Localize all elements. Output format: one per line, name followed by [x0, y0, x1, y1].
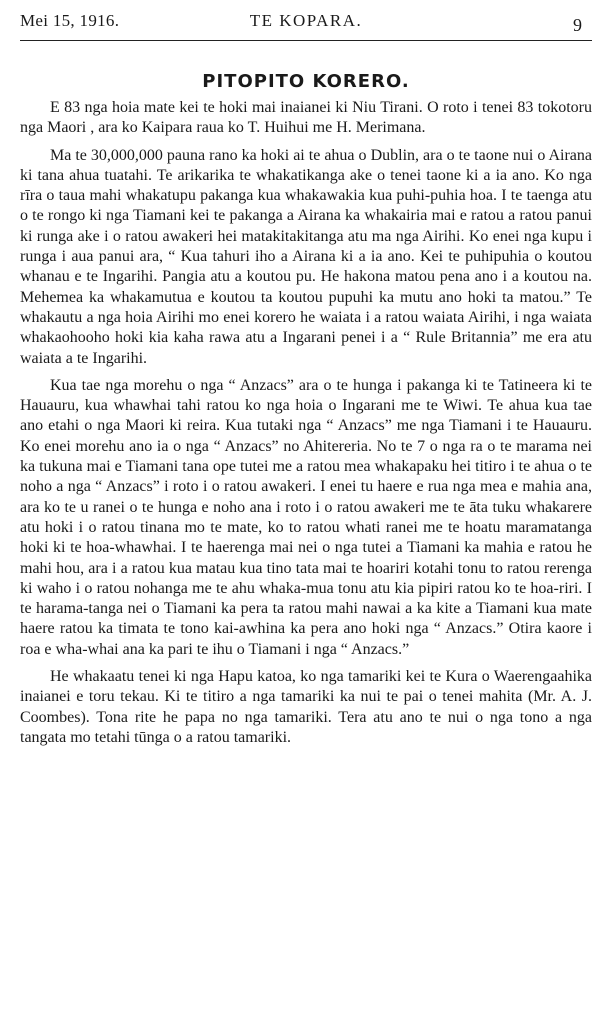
- article-paragraph: He whakaatu tenei ki nga Hapu katoa, ko nga tamariki kei te Kura o Waerengaahika inaianei e toru tekau. Ki te titiro a nga tamariki ka nui te pai o tenei mahita (Mr. A. J. Coombes). Tona rite he papa no nga tamariki. Tera atu ano te nui o nga tono a nga tangata mo tetahi tūnga o a ratou tamariki.: [20, 668, 592, 746]
- article-paragraph: E 83 nga hoia mate kei te hoki mai inaianei ki Niu Tirani. O roto i tenei 83 tokotoru nga Maori , ara ko Kaipara raua ko T. Huihui me H. Merimana.: [20, 99, 592, 137]
- article-headline: PITOPITO KORERO.: [202, 71, 410, 92]
- issue-date: Mei 15, 1916.: [20, 11, 120, 30]
- header-rule: [20, 40, 592, 41]
- running-header: [20, 8, 592, 34]
- article-paragraph: Kua tae nga morehu o nga “ Anzacs” ara o te hunga i pakanga ki te Tatineera ki te Hauauru, kua whawhai tahi ratou ko nga hoia o Ingarani me te Wiwi. Te ahua kua tae ano etahi o nga Maori ki reira. Kua tutaki nga “ Anzacs” me nga Tiamani i te Hauauru. Ko enei morehu ano ia o nga “ Anzacs” no Ahitereria. No te 7 o nga ra o te marama nei ka tukuna mai e Tiamani tana ope tutei me a ratou mea whakapaku hei titiro i te ahua o te noho a nga “ Anzacs” i roto i o ratou awakeri. I enei tu haere e rua nga mea e mahia ana, ara ko te u ranei o te hunga e noho ana i roto i o ratou awakeri me te āta tuku whakarere atu hoki i o ratou tinana mo te mate, ko to ratou whati ranei me te hoatu maramatanga hoki ki te hoa-whawhai. I te haerenga mai nei o nga tutei a Tiamani ka mahia e ratou he mahi hou, ara i a ratou kua matau kua tino tata mai te hoariri kotahi tonu to ratou rerenga ki waho i o ratou nohanga me te ahu whaka-mua tonu atu kia pipiri ratou ko te hoa-riri. I te harama-tanga nei o Tiamani ka pera ta ratou mahi nawai a ka kite a Tiamani kua mate haere ratou ka timata te tono kai-awhina ka pera ano hoki nga “ Anzacs.” Otira kaore i roa e wha-whai ana ka pari te ihu o Tiamani i nga “ Anzacs.”: [20, 376, 592, 658]
- page-number: 9: [573, 15, 582, 35]
- publication-title: TE KOPARA.: [249, 11, 363, 30]
- article-paragraph: Ma te 30,000,000 pauna rano ka hoki ai te ahua o Dublin, ara o te taone nui o Airana ki tana ahua tuatahi. Te arikarika te whakatikanga ake o tenei taone ki a ia ano. Ko nga rīra o taua mahi whakatupu pakanga kua whakawakia kua puhi-puhia hoa. I te taenga atu o te rongo ki nga Tiamani kei te pakanga a Airana ka whakairia mai e ratou a ratou panui ki runga ake i o ratou awakeri hei matakitakitanga atu ma nga Airihi. Ko enei nga kupu i runga i aua panui ara, “ Kua tahuri iho a Airana ki a ia ano. Kei te puhipuhia o koutou whanau e te Ingarihi. Pangia atu a koutou pu. He hakona matou pena ano i a koutou na. Mehemea ka whakamutua e koutou ta koutou pupuhi ka mutu ano hoki ta matou.” Te whakautu a nga hoia Airihi mo enei korero he waiata i a ratou waiata Airihi, i nga waiata whakaohooho hoki kia kaha rawa atu a Ingarani penei i a “ Rule Britannia” me era atu waiata a te Ingarihi.: [20, 146, 592, 367]
